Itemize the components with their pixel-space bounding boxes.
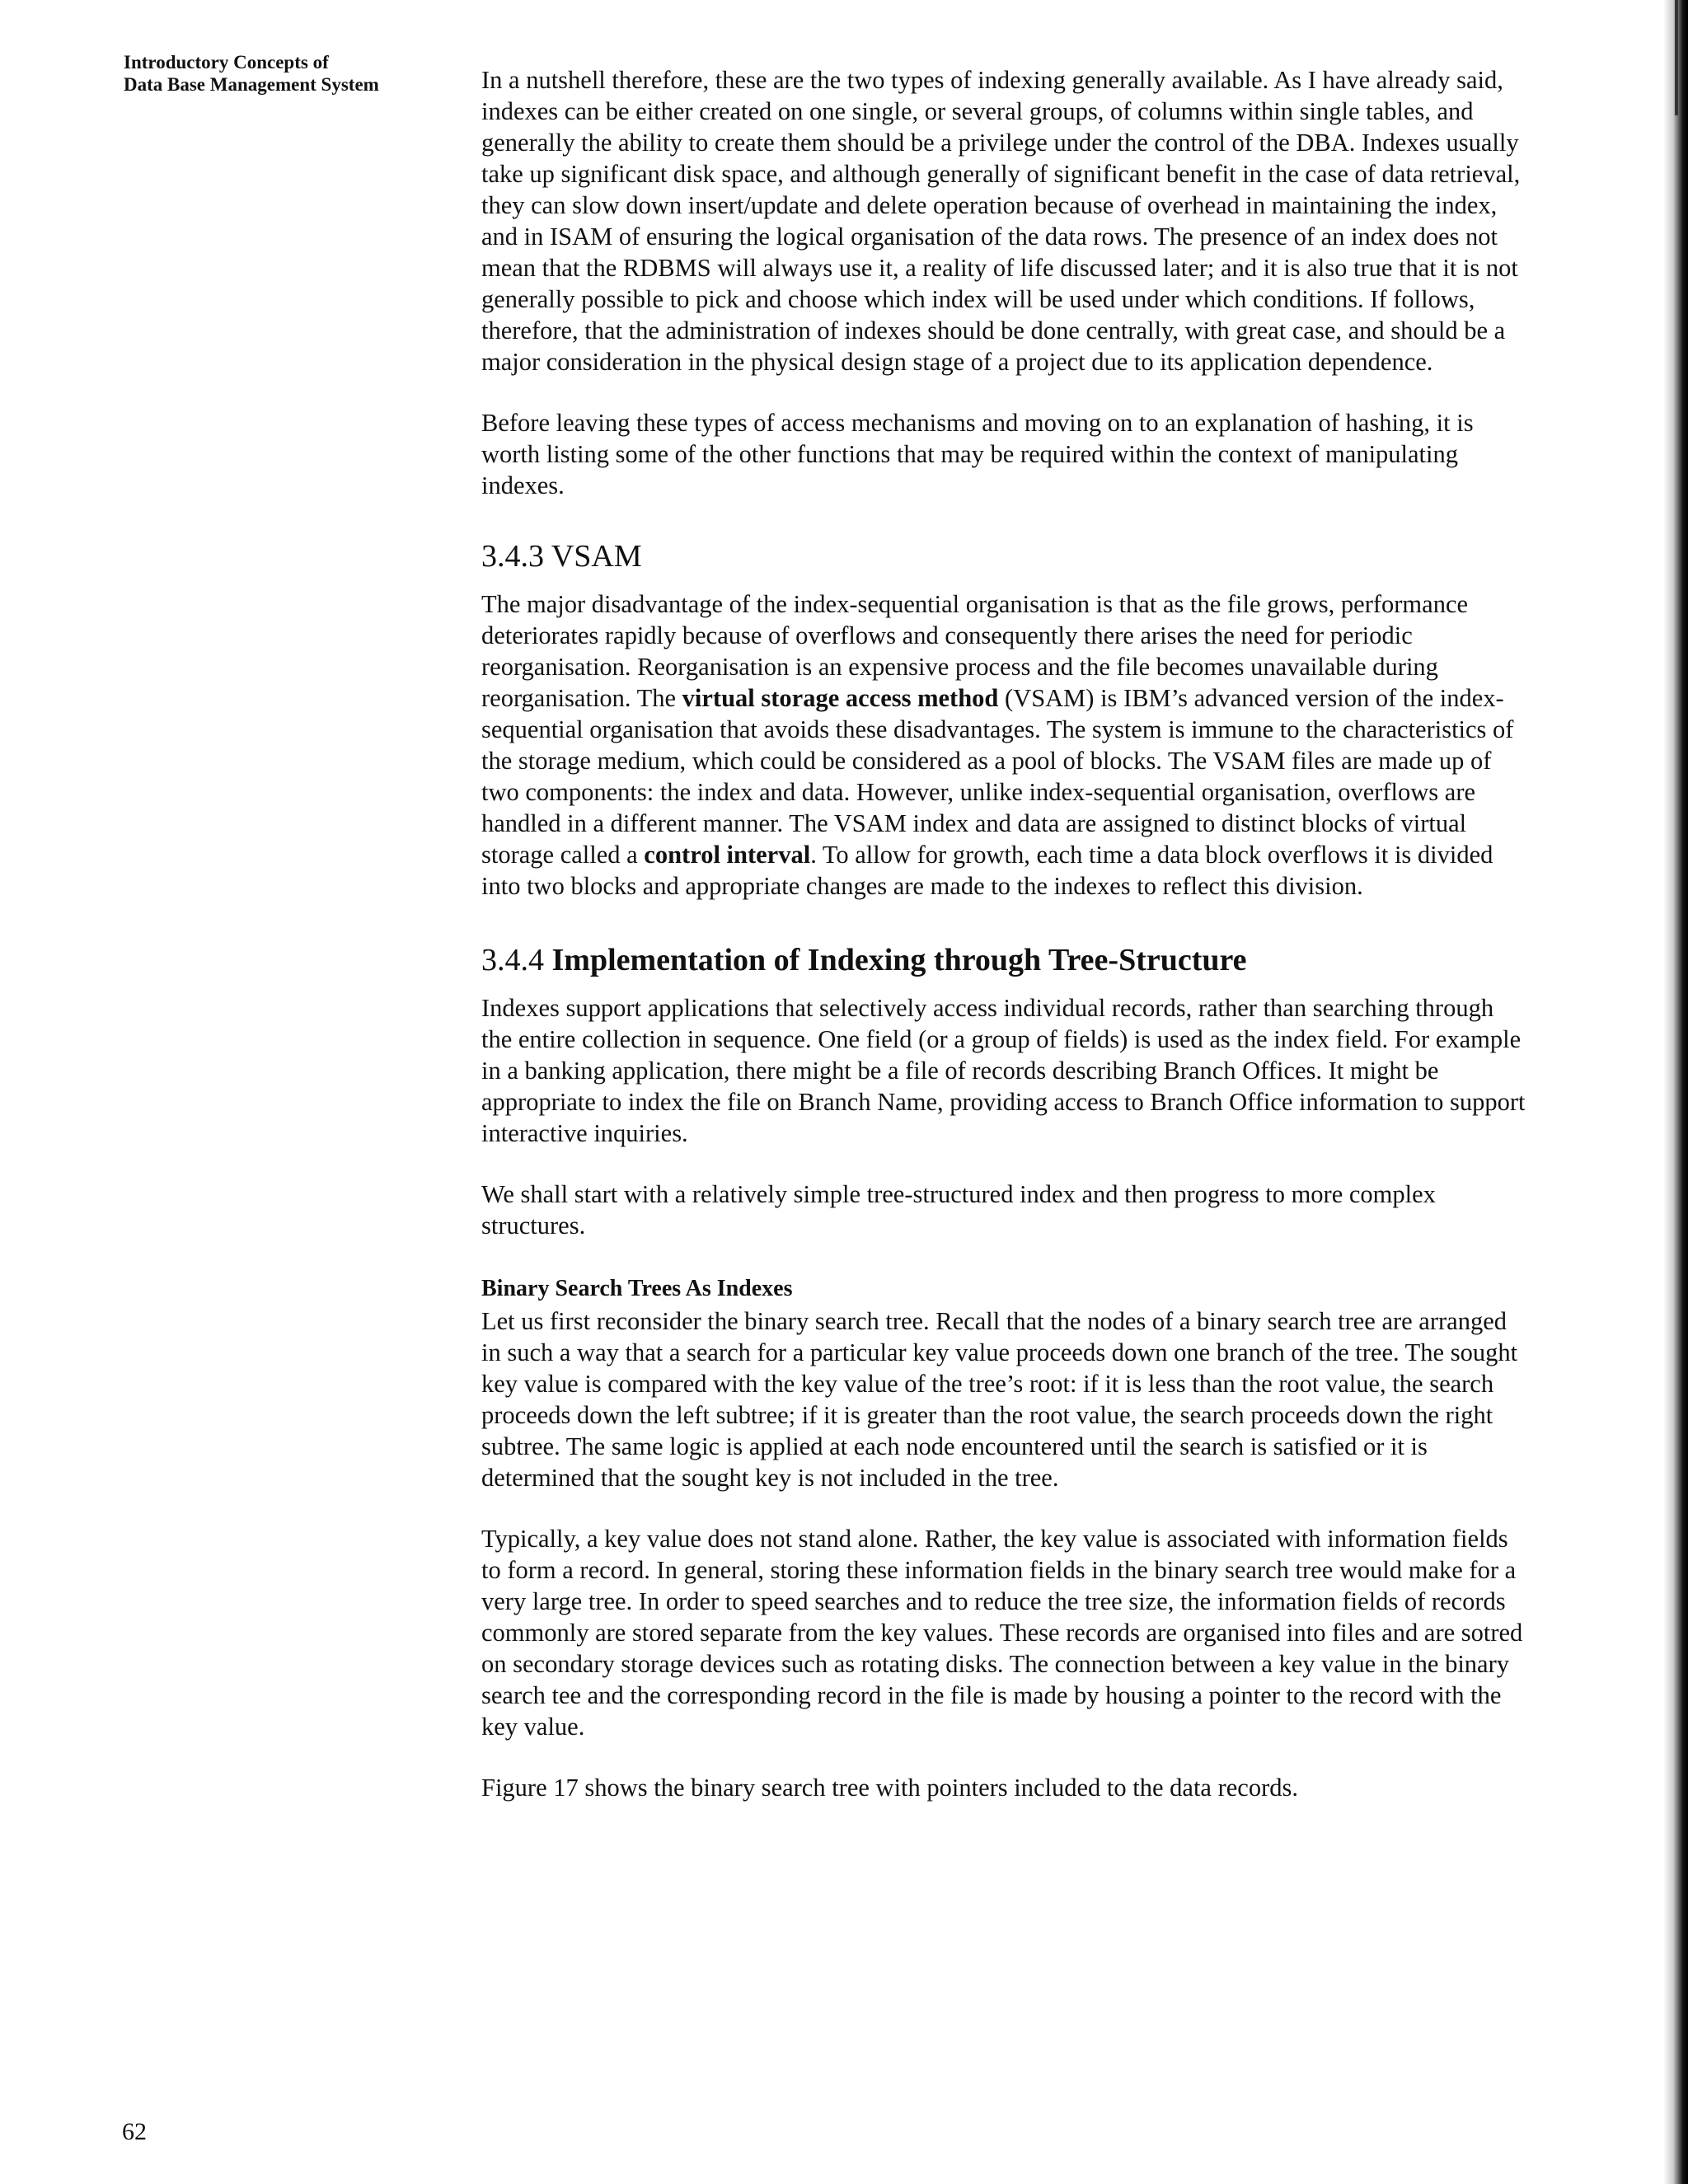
tree-paragraph-2: We shall start with a relatively simple tree-structured index and then progress to more complex structures. bbox=[481, 1180, 1436, 1240]
tree-heading bbox=[481, 941, 1528, 979]
vsam-term-control-interval: control interval bbox=[644, 841, 811, 869]
tree-heading-number: 3.4.4 bbox=[481, 943, 544, 977]
intro-paragraph-1: In a nutshell therefore, these are the two types of indexing generally available. As I have already said, indexes can be either created on one single, or several groups, of columns within single tables, and generally the ability to create them should be a privilege under the control of the DBA. Indexes usually take up significant disk space, and although generally of significant benefit in the case of data retrieval, they can slow down insert/update and delete operation because of overhead in maintaining the index, and in ISAM of ensuring the logical organisation of the data rows. The presence of an index does not mean that the RDBMS will always use it, a reality of life discussed later; and it is also true that it is not generally possible to pick and choose which index will be used under which conditions. If follows, therefore, that the administration of indexes should be done centrally, with great case, and should be a major consideration in the physical design stage of a project due to its application dependence. bbox=[481, 66, 1521, 376]
scan-shadow-edge bbox=[1663, 0, 1688, 2184]
intro-paragraph-2: Before leaving these types of access mechanisms and moving on to an explanation of hashing, it is worth listing some of the other functions that may be required within the context of manipulating indexes. bbox=[481, 409, 1474, 499]
vsam-paragraph bbox=[481, 588, 1528, 902]
main-content bbox=[481, 64, 1528, 1833]
tree-paragraph-4: Typically, a key value does not stand alone. Rather, the key value is associated with information fields to form a record. In general, storing these information fields in the binary search tree would make for a very large tree. In order to speed searches and to reduce the tree size, the information fields of records commonly are stored separate from the key values. These records are organised into files and are sotred on secondary storage devices such as rotating disks. The connection between a key value in the binary search tee and the corresponding record in the file is made by housing a pointer to the record with the key value. bbox=[481, 1525, 1523, 1741]
running-header-line-1: Introductory Concepts of bbox=[124, 52, 329, 73]
running-header bbox=[124, 51, 470, 96]
vsam-text-a: The major disadvantage of the index-sequential organisation is that as the file grows, performance deteriorates rapidly because of overflows and consequently there arises the need for periodic reorganisation. Reorganisation is an expensive process and the file becomes unavailable during reorganisation. The bbox=[481, 590, 1469, 712]
tree-paragraph-5: Figure 17 shows the binary search tree with pointers included to the data records. bbox=[481, 1774, 1298, 1802]
tree-paragraph-1: Indexes support applications that selectively access individual records, rather than searching through the entire collection in sequence. One field (or a group of fields) is used as the index field. For example in a banking application, there might be a file of records describing Branch Offices. It might be appropriate to index the file on Branch Name, providing access to Branch Office information to support interactive inquiries. bbox=[481, 994, 1526, 1147]
vsam-text-b: (VSAM) is IBM’s advanced version of the index-sequential organisation that avoids these disadvantages. The system is immune to the characteristics of the storage medium, which could be considered as a pool of blocks. The VSAM files are made up of two components: the index and data. However, unlike index-sequential organisation, overflows are handled in a different manner. The VSAM index and data are assigned to distinct blocks of virtual storage called a bbox=[481, 684, 1514, 869]
binary-search-subheading: Binary Search Trees As Indexes bbox=[481, 1276, 793, 1301]
tree-heading-text: Implementation of Indexing through Tree-Structure bbox=[551, 943, 1247, 977]
tree-paragraph-3: Let us first reconsider the binary search tree. Recall that the nodes of a binary search tree are arranged in such a way that a search for a particular key value proceeds down one branch of the tree. The sought key value is compared with the key value of the tree’s root: if it is less than the root value, the search proceeds down the left subtree; if it is greater than the root value, the search proceeds down the right subtree. The same logic is applied at each node encountered until the search is satisfied or it is determined that the sought key is not included in the tree. bbox=[481, 1307, 1518, 1492]
running-header-line-2: Data Base Management System bbox=[124, 74, 379, 95]
vsam-term-virtual-storage: virtual storage access method bbox=[682, 684, 999, 712]
vsam-text-c: . To allow for growth, each time a data block overflows it is divided into two blocks and appropriate changes are made to the indexes to reflect this division. bbox=[481, 841, 1493, 900]
page-number: 62 bbox=[122, 2118, 147, 2145]
vsam-heading: 3.4.3 VSAM bbox=[481, 539, 642, 574]
scan-shadow-mark bbox=[1675, 0, 1678, 115]
